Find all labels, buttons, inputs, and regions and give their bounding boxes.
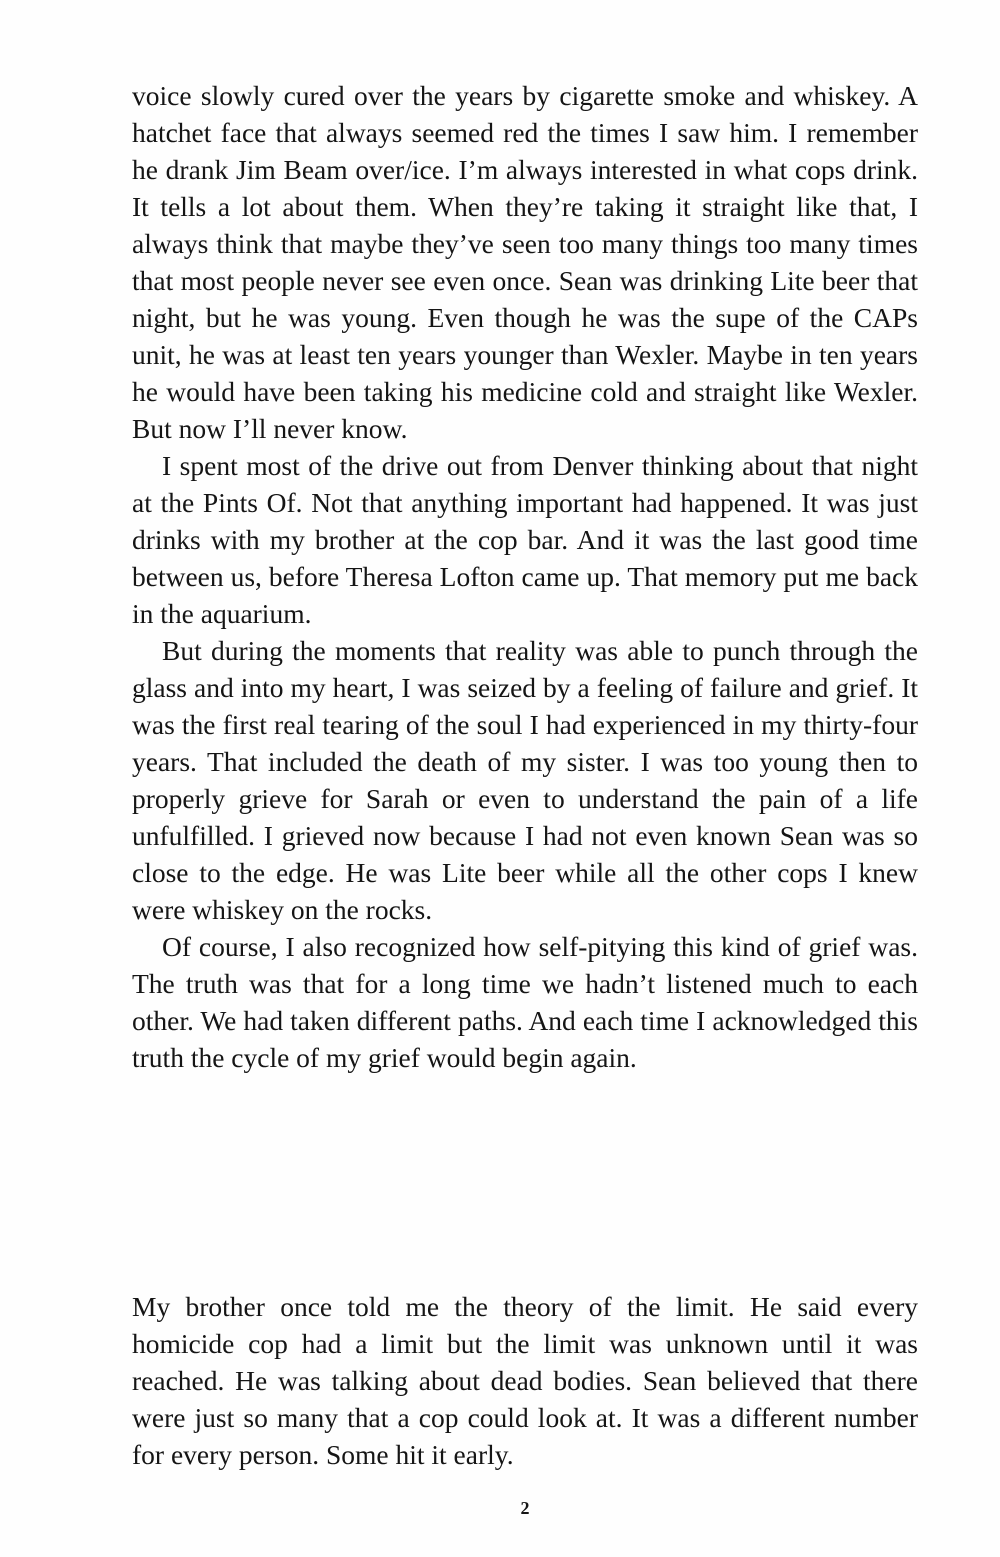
body-text-section-2 [132,1288,918,1473]
paragraph: But during the moments that reality was able to punch through the glass and into my heart, I was seized by a feeling of failure and grief. It was the first real tearing of the soul I had experienced in my thirty-four years. That included the death of my sister. I was too young then to properly grieve for Sarah or even to understand the pain of a life unfulfilled. I grieved now because I had not even known Sean was so close to the edge. He was Lite beer while all the other cops I knew were whiskey on the rocks. [132,635,918,925]
body-text-section-1 [132,77,918,1076]
paragraph-continued: voice slowly cured over the years by cigarette smoke and whiskey. A hatchet face that always seemed red the times I saw him. I remember he drank Jim Beam over/ice. I’m always interested in what cops drink. It tells a lot about them. When they’re taking it straight like that, I always think that maybe they’ve seen too many things too many times that most people never see even once. Sean was drinking Lite beer that night, but he was young. Even though he was the supe of the CAPs unit, he was at least ten years younger than Wexler. Maybe in ten years he would have been taking his medicine cold and straight like Wexler. But now I’ll never know. [132,80,918,444]
paragraph: I spent most of the drive out from Denver thinking about that night at the Pints Of. Not that anything important had happened. It was just drinks with my brother at the cop bar. And it was the last good time between us, before Theresa Lofton came up. That memory put me back in the aquarium. [132,450,918,629]
paragraph: Of course, I also recognized how self-pitying this kind of grief was. The truth was that for a long time we hadn’t listened much to each other. We had taken different paths. And each time I acknowledged this truth the cycle of my grief would begin again. [132,931,918,1073]
paragraph-section-start: My brother once told me the theory of the limit. He said every homicide cop had a limit but the limit was unknown until it was reached. He was talking about dead bodies. Sean believed that there were just so many that a cop could look at. It was a different number for every person. Some hit it early. [132,1291,918,1470]
page-number: 2 [520,1498,530,1518]
